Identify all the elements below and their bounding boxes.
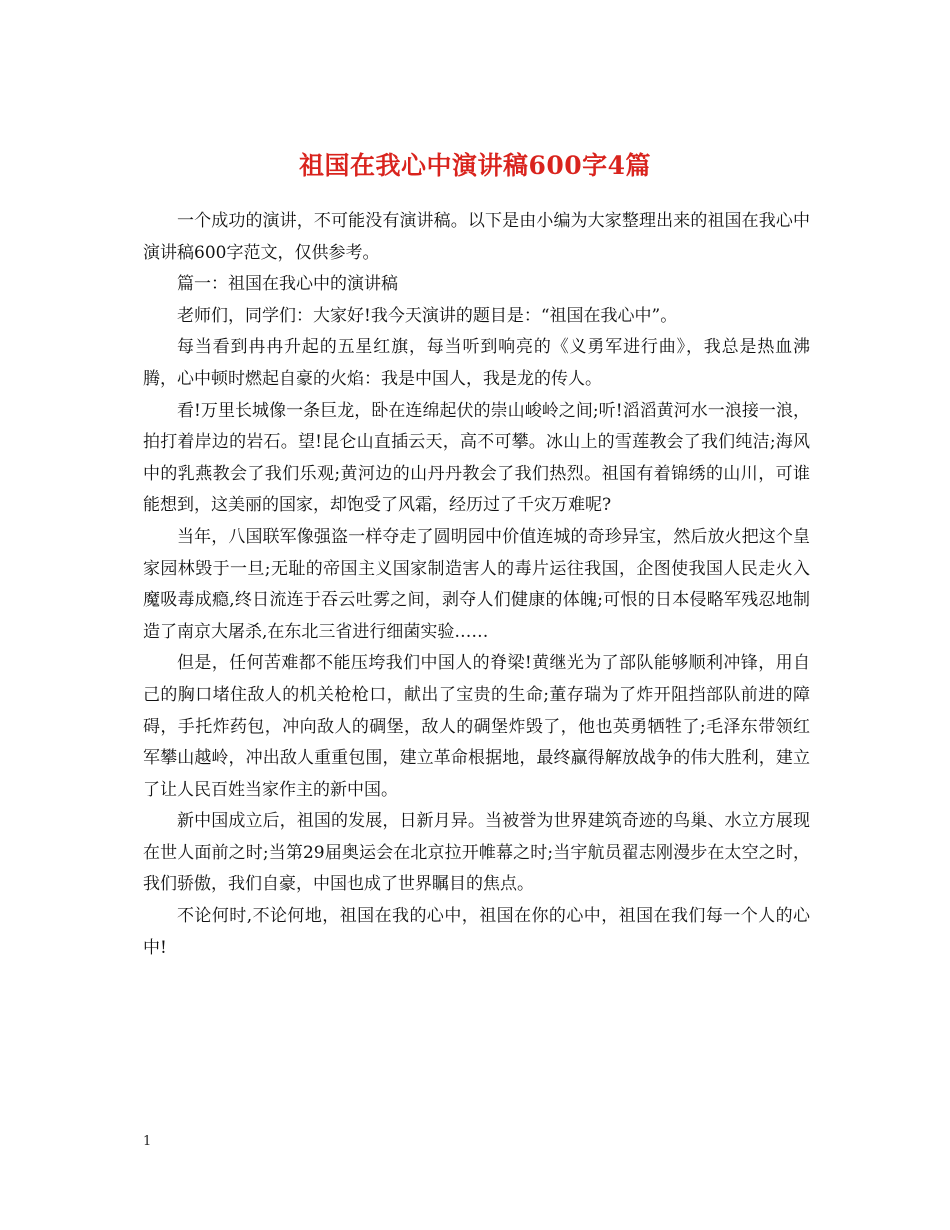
- document-body: [143, 206, 810, 964]
- paragraph-conclusion: 不论何时,不论何地，祖国在我的心中，祖国在你的心中，祖国在我们每一个人的心中!: [143, 906, 810, 958]
- document-title: 祖国在我心中演讲稿600字4篇: [298, 150, 652, 180]
- paragraph-history: 当年，八国联军像强盗一样夺走了圆明园中价值连城的奇珍异宝，然后放火把这个皇家园林毁于一旦;无耻的帝国主义国家制造害人的毒片运往我国，企图使我国人民走火入魔吸毒成瘾,终日流连于吞云吐雾之间，剥夺人们健康的体魄;可恨的日本侵略军残忍地制造了南京大屠杀,在东北三省进行细菌实验……: [143, 526, 810, 642]
- paragraph-greeting: 老师们，同学们：大家好!我今天演讲的题目是：“祖国在我心中”。: [177, 305, 678, 326]
- paragraph-development: 新中国成立后，祖国的发展，日新月异。当被誉为世界建筑奇迹的鸟巢、水立方展现在世人面前之时;当第29届奥运会在北京拉开帷幕之时;当宇航员翟志刚漫步在太空之时，我们骄傲，我们自豪，中国也成了世界瞩目的焦点。: [143, 811, 810, 895]
- paragraph-heroes: 但是，任何苦难都不能压垮我们中国人的脊梁!黄继光为了部队能够顺利冲锋，用自己的胸口堵住敌人的机关枪枪口，献出了宝贵的生命;董存瑞为了炸开阻挡部队前进的障碍，手托炸药包，冲向敌人的碉堡，敌人的碉堡炸毁了，他也英勇牺牲了;毛泽东带领红军攀山越岭，冲出敌人重重包围，建立革命根据地，最终赢得解放战争的伟大胜利，建立了让人民百姓当家作主的新中国。: [143, 653, 810, 800]
- paragraph-section-heading: 篇一：祖国在我心中的演讲稿: [177, 274, 398, 295]
- paragraph-intro: 一个成功的演讲，不可能没有演讲稿。以下是由小编为大家整理出来的祖国在我心中演讲稿600字范文，仅供参考。: [143, 211, 810, 263]
- paragraph-landscape: 看!万里长城像一条巨龙，卧在连绵起伏的崇山峻岭之间;听!滔滔黄河水一浪接一浪，拍打着岸边的岩石。望!昆仑山直插云天，高不可攀。冰山上的雪莲教会了我们纯洁;海风中的乳燕教会了我们乐观;黄河边的山丹丹教会了我们热烈。祖国有着锦绣的山川，可谁能想到，这美丽的国家，却饱受了风霜，经历过了千灾万难呢?: [143, 400, 810, 516]
- page-number: 1: [143, 1134, 152, 1149]
- paragraph-flag: 每当看到冉冉升起的五星红旗，每当听到响亮的《义勇军进行曲》，我总是热血沸腾，心中顿时燃起自豪的火焰：我是中国人，我是龙的传人。: [143, 337, 810, 389]
